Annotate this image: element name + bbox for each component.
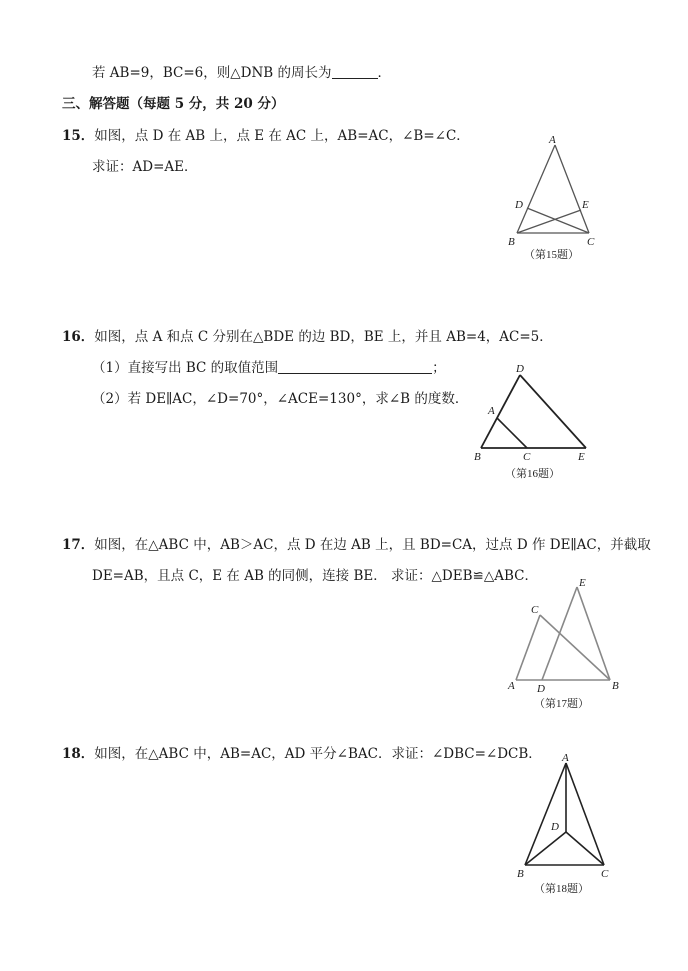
label-b: B bbox=[517, 868, 524, 880]
label-c: C bbox=[601, 868, 609, 880]
figure-17 bbox=[500, 575, 630, 715]
segment-ab bbox=[525, 763, 566, 865]
q16-part2: （2）若 DE∥AC，∠D=70°，∠ACE=130°，求∠B 的度数． bbox=[92, 391, 469, 407]
top-line-text: 若 AB=9，BC=6，则△DNB 的周长为 bbox=[92, 65, 332, 81]
figure-caption: （第15题） bbox=[524, 249, 579, 261]
question-text: 如图，点 A 和点 C 分别在△BDE 的边 BD，BE 上，并且 AB=4，AC=5． bbox=[94, 329, 553, 345]
question-number: 15． bbox=[62, 128, 95, 144]
question-text: 如图，点 D 在 AB 上，点 E 在 AC 上，AB=AC，∠B=∠C． bbox=[94, 128, 470, 144]
label-e: E bbox=[578, 451, 585, 463]
label-c: C bbox=[587, 236, 595, 248]
question-text: 如图，在△ABC 中，AB=AC，AD 平分∠BAC．求证：∠DBC=∠DCB． bbox=[94, 746, 542, 762]
label-b: B bbox=[508, 236, 515, 248]
label-a: A bbox=[508, 680, 515, 692]
segment-be bbox=[517, 210, 581, 233]
question-number: 17． bbox=[62, 537, 95, 553]
figure-16 bbox=[465, 360, 600, 485]
label-d: D bbox=[551, 821, 559, 833]
segment-cd bbox=[527, 208, 589, 233]
label-a: A bbox=[488, 405, 495, 417]
question-18 bbox=[62, 745, 542, 763]
q16-part1: （1）直接写出 BC 的取值范围 ； bbox=[92, 360, 446, 376]
segment-ac bbox=[516, 615, 540, 680]
segment-de bbox=[542, 587, 577, 680]
label-d: D bbox=[516, 363, 524, 375]
question-number: 18． bbox=[62, 746, 95, 762]
question-number: 16． bbox=[62, 329, 95, 345]
label-d: D bbox=[515, 199, 523, 211]
figure-caption: （第18题） bbox=[534, 883, 589, 895]
q17-text2: DE=AB，且点 C，E 在 AB 的同侧，连接 BE． 求证：△DEB≌△ABC． bbox=[92, 568, 538, 584]
figure-18 bbox=[510, 750, 620, 900]
segment-ac bbox=[555, 145, 589, 233]
question-15 bbox=[62, 127, 470, 145]
label-d: D bbox=[537, 683, 545, 695]
question-16 bbox=[62, 328, 553, 346]
label-a: A bbox=[549, 134, 556, 146]
answer-blank[interactable] bbox=[278, 359, 432, 374]
segment-bd bbox=[481, 375, 520, 448]
question-17 bbox=[62, 536, 651, 554]
label-c: C bbox=[531, 604, 539, 616]
label-e: E bbox=[582, 199, 589, 211]
segment-ac bbox=[497, 418, 527, 448]
label-c: C bbox=[523, 451, 531, 463]
segment-ac bbox=[566, 763, 604, 865]
answer-blank[interactable] bbox=[332, 64, 378, 79]
figure-15 bbox=[500, 130, 610, 265]
label-e: E bbox=[579, 577, 586, 589]
segment-ab bbox=[517, 145, 555, 233]
figure-caption: （第17题） bbox=[534, 698, 589, 710]
label-b: B bbox=[612, 680, 619, 692]
question-text: 如图，在△ABC 中，AB＞AC，点 D 在边 AB 上，且 BD=CA，过点 D 作 DE∥AC，并截取 bbox=[94, 537, 651, 553]
q15-prove: 求证：AD=AE． bbox=[92, 159, 198, 175]
figure-caption: （第16题） bbox=[505, 468, 560, 480]
label-b: B bbox=[474, 451, 481, 463]
label-a: A bbox=[562, 752, 569, 764]
segment-cb bbox=[540, 615, 610, 680]
segment-eb bbox=[577, 587, 610, 680]
section-title: 三、解答题（每题 5 分，共 20 分） bbox=[62, 96, 285, 112]
top-line: 若 AB=9，BC=6，则△DNB 的周长为 ． bbox=[92, 65, 391, 81]
segment-de bbox=[520, 375, 586, 448]
